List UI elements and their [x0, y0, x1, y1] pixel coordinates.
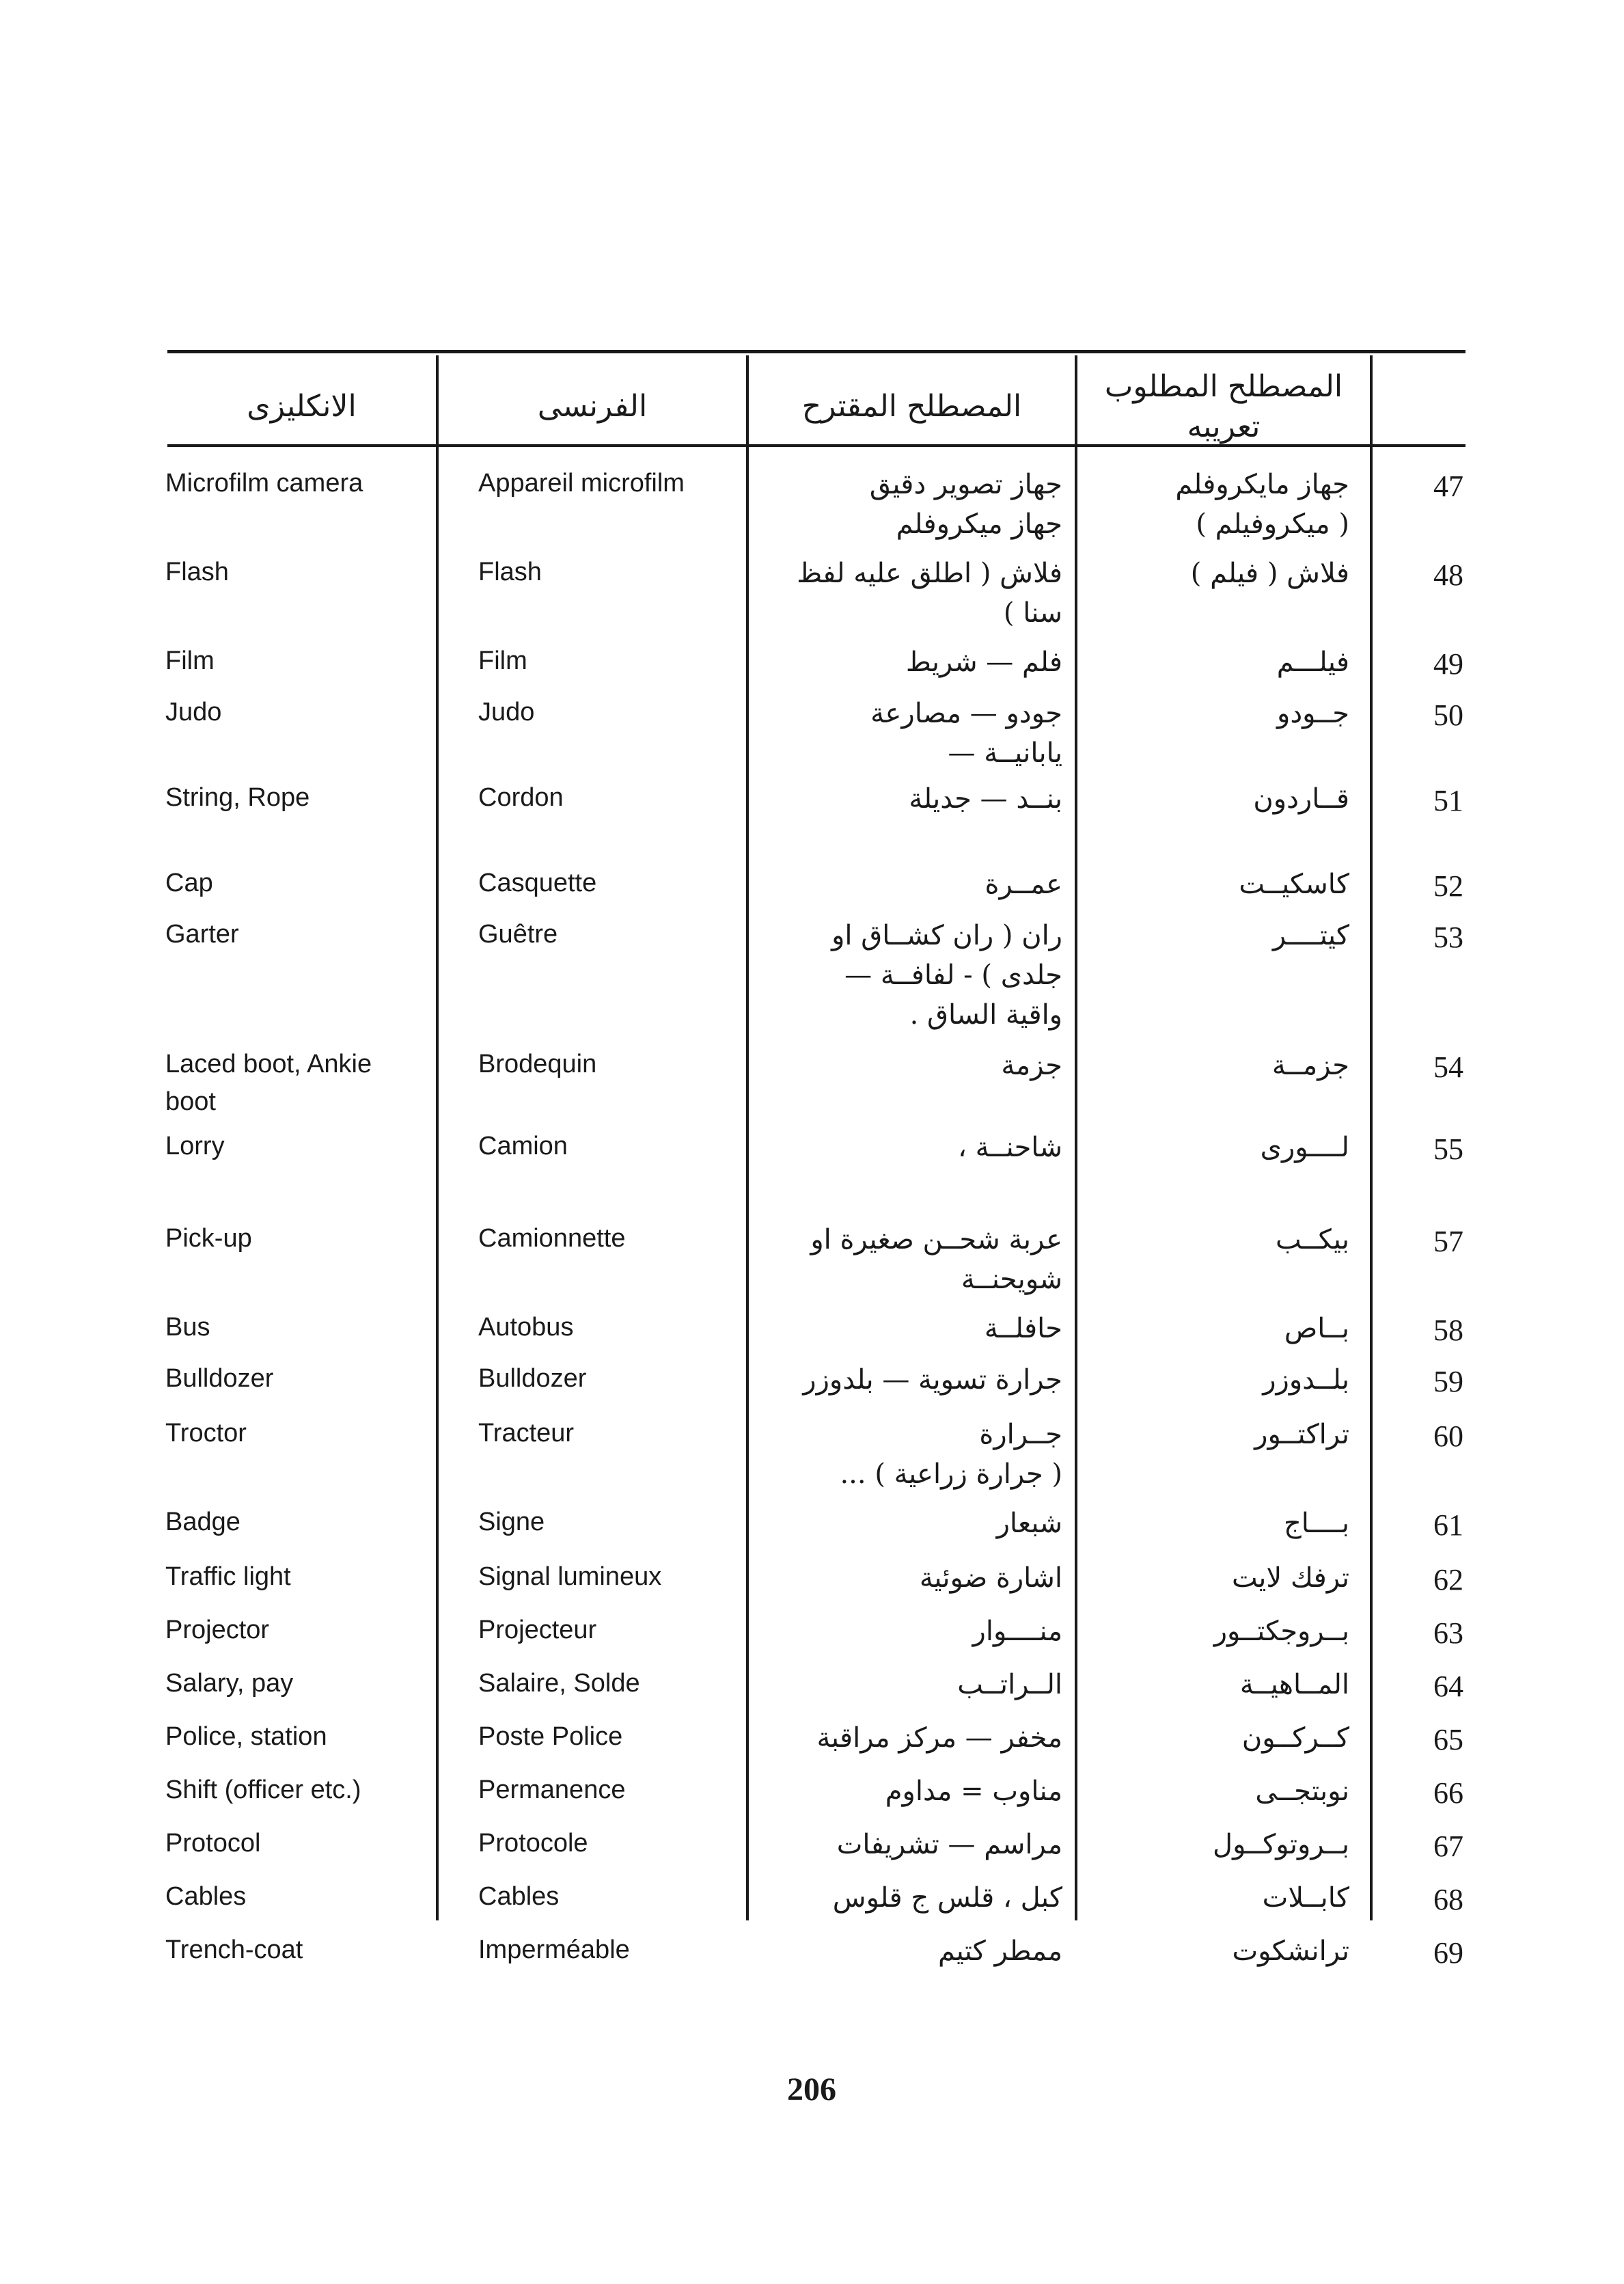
french-term: Imperméable [478, 1935, 630, 1964]
proposed-term: جزمة [1001, 1050, 1062, 1081]
row-number: 53 [1433, 921, 1463, 954]
row-number: 47 [1433, 470, 1463, 503]
proposed-term: جــرارة ( جرارة زراعية ) ... [840, 1419, 1062, 1490]
column-divider-4 [1370, 355, 1373, 1920]
proposed-term: الــراتــب [957, 1669, 1062, 1700]
row-number: 49 [1433, 647, 1463, 681]
row-number: 66 [1433, 1776, 1463, 1810]
english-term: String, Rope [165, 783, 310, 812]
french-term: Tracteur [478, 1419, 575, 1447]
english-term: Police, station [165, 1722, 327, 1751]
french-term: Film [478, 647, 527, 675]
proposed-term: ممطر كتيم [938, 1935, 1062, 1967]
row-number: 54 [1433, 1050, 1463, 1084]
requested-term: بيكــب [1275, 1224, 1349, 1255]
english-term: Projector [165, 1616, 270, 1644]
proposed-term: مخفر — مركز مراقبة [816, 1722, 1062, 1754]
french-term: Signal lumineux [478, 1562, 662, 1591]
row-number: 48 [1433, 558, 1463, 592]
french-term: Signe [478, 1508, 545, 1536]
proposed-term: اشارة ضوئية [919, 1562, 1062, 1594]
requested-term: فلاش ( فيلم ) [1190, 558, 1349, 589]
header-requested-term: المصطلح المطلوب تعريبه [1104, 368, 1343, 444]
requested-term: بلــدوزر [1263, 1364, 1349, 1396]
requested-term: كاسكيــت [1239, 869, 1349, 900]
english-term: Garter [165, 920, 239, 949]
row-number: 51 [1433, 784, 1463, 817]
header-proposed-term: المصطلح المقترح [801, 389, 1022, 424]
proposed-term: ران ( ران كشــاق او جلدى ) - لفافــة — واقية الساق . [831, 920, 1062, 1031]
header-french: الفرنسى [537, 389, 648, 424]
column-divider-1 [436, 355, 439, 1920]
row-number: 65 [1433, 1723, 1463, 1756]
requested-term: المــاهيــة [1239, 1669, 1349, 1700]
row-number: 52 [1433, 869, 1463, 903]
english-term: Laced boot, Ankie boot [165, 1050, 372, 1117]
row-number: 67 [1433, 1830, 1463, 1863]
english-term: Film [165, 647, 215, 675]
english-term: Badge [165, 1508, 240, 1536]
proposed-term: جودو — مصارعة يابانيــة — [870, 698, 1062, 769]
requested-term: كابــلات [1262, 1882, 1349, 1914]
french-term: Protocole [478, 1829, 588, 1858]
requested-term: قــاردون [1253, 783, 1349, 815]
requested-term: كيتــــر [1272, 920, 1349, 951]
proposed-term: فلاش ( اطلق عليه لفظ سنا ) [797, 558, 1062, 629]
requested-term: بــــاج [1283, 1508, 1349, 1539]
requested-term: بــاص [1284, 1313, 1349, 1344]
english-term: Salary, pay [165, 1669, 294, 1698]
row-number: 59 [1433, 1365, 1463, 1398]
proposed-term: كبل ، قلس ج قلوس [832, 1882, 1062, 1914]
column-divider-3 [1075, 355, 1077, 1920]
english-term: Cables [165, 1882, 247, 1911]
english-term: Bus [165, 1313, 210, 1342]
french-term: Casquette [478, 869, 597, 897]
french-term: Bulldozer [478, 1364, 587, 1393]
english-term: Bulldozer [165, 1364, 274, 1393]
french-term: Cordon [478, 783, 564, 812]
french-term: Camionnette [478, 1224, 626, 1253]
proposed-term: جرارة تسوية — بلدوزر [803, 1364, 1062, 1396]
requested-term: جــودو [1277, 698, 1349, 729]
table-top-rule [167, 350, 1465, 353]
requested-term: بــروتوكــول [1213, 1829, 1349, 1860]
english-term: Traffic light [165, 1562, 291, 1591]
proposed-term: منــــوار [972, 1616, 1062, 1647]
row-number: 69 [1433, 1936, 1463, 1970]
french-term: Poste Police [478, 1722, 623, 1751]
requested-term: ترانشكوت [1232, 1935, 1349, 1967]
page-number: 206 [787, 2071, 836, 2108]
english-term: Pick-up [165, 1224, 252, 1253]
requested-term: لــــورى [1260, 1132, 1349, 1163]
french-term: Camion [478, 1132, 568, 1160]
english-term: Lorry [165, 1132, 225, 1160]
english-term: Cap [165, 869, 213, 897]
row-number: 60 [1433, 1419, 1463, 1453]
french-term: Cables [478, 1882, 560, 1911]
proposed-term: فلم — شريط [905, 647, 1062, 678]
proposed-term: عربة شحــن صغيرة او شويحنــة [810, 1224, 1062, 1295]
english-term: Trench-coat [165, 1935, 303, 1964]
proposed-term: بنــد — جديلة [909, 783, 1062, 815]
row-number: 58 [1433, 1314, 1463, 1347]
row-number: 57 [1433, 1225, 1463, 1258]
proposed-term: شاحنــة ، [957, 1132, 1062, 1163]
requested-term: كــركــون [1241, 1722, 1349, 1754]
english-term: Judo [165, 698, 222, 726]
english-term: Shift (officer etc.) [165, 1776, 361, 1804]
row-number: 62 [1433, 1563, 1463, 1596]
requested-term: ترفك لايت [1232, 1562, 1349, 1594]
french-term: Brodequin [478, 1050, 597, 1078]
french-term: Appareil microfilm [478, 469, 685, 498]
french-term: Autobus [478, 1313, 574, 1342]
column-divider-2 [746, 355, 749, 1920]
requested-term: تراكتــور [1254, 1419, 1349, 1450]
french-term: Salaire, Solde [478, 1669, 640, 1698]
french-term: Projecteur [478, 1616, 597, 1644]
french-term: Permanence [478, 1776, 626, 1804]
proposed-term: مراسم — تشريفات [836, 1829, 1062, 1860]
english-term: Troctor [165, 1419, 247, 1447]
row-number: 61 [1433, 1508, 1463, 1542]
french-term: Flash [478, 558, 542, 586]
requested-term: جزمــة [1271, 1050, 1349, 1081]
row-number: 63 [1433, 1616, 1463, 1650]
row-number: 50 [1433, 698, 1463, 732]
proposed-term: شبعار [996, 1508, 1062, 1539]
header-english: الانكليزى [247, 389, 357, 424]
english-term: Protocol [165, 1829, 261, 1858]
requested-term: جهاز مايكروفلم ( ميكروفيلم ) [1175, 469, 1349, 540]
english-term: Microfilm camera [165, 469, 363, 498]
proposed-term: عمــرة [985, 869, 1062, 900]
proposed-term: مناوب = مداوم [885, 1776, 1062, 1807]
french-term: Guêtre [478, 920, 558, 949]
requested-term: نوبتجــى [1255, 1776, 1349, 1807]
row-number: 64 [1433, 1670, 1463, 1703]
english-term: Flash [165, 558, 229, 586]
proposed-term: حافلــة [984, 1313, 1062, 1344]
french-term: Judo [478, 698, 535, 726]
requested-term: فيلـــم [1276, 647, 1349, 678]
row-number: 55 [1433, 1132, 1463, 1166]
proposed-term: جهاز تصوير دقيق جهاز ميكروفلم [869, 469, 1062, 540]
requested-term: بــروجكتــور [1213, 1616, 1349, 1647]
row-number: 68 [1433, 1883, 1463, 1916]
